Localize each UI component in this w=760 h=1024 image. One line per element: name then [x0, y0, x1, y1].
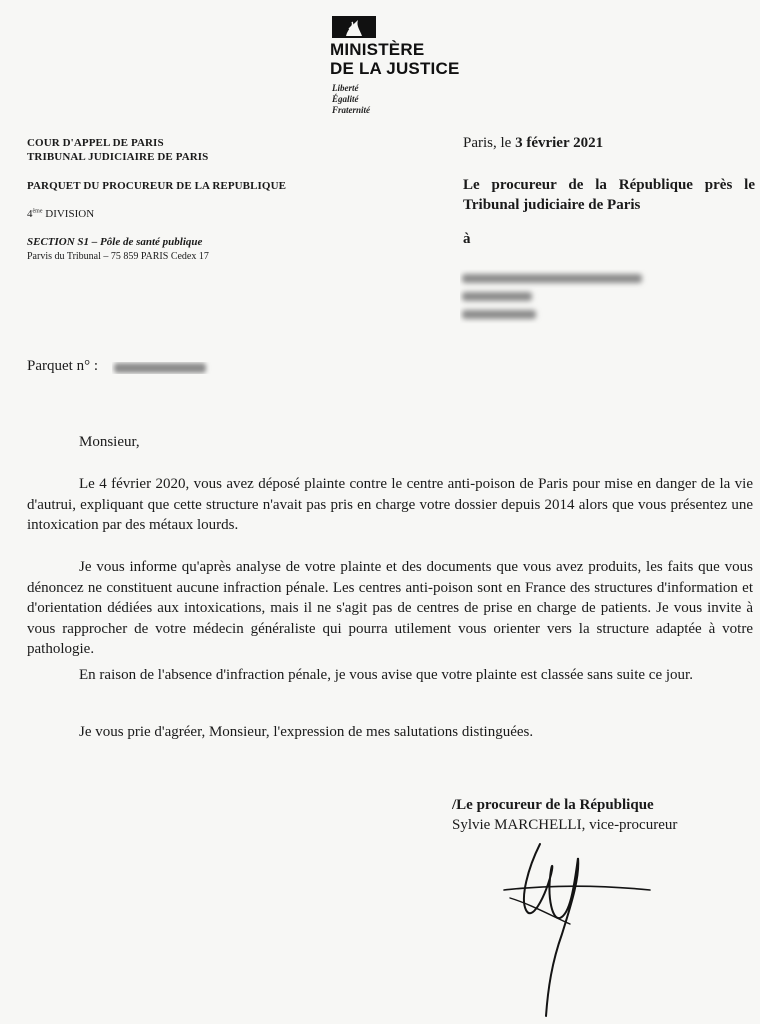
letter-date — [463, 135, 603, 152]
division-suffix: ème — [32, 208, 43, 215]
division-label: DIVISION — [45, 208, 95, 220]
parquet-label: Parquet n° : — [27, 358, 98, 374]
paragraph-complaint — [27, 474, 753, 536]
paragraph-closing — [27, 722, 753, 743]
handwritten-signature-icon — [500, 838, 670, 1018]
paragraph-text: Je vous prie d'agréer, Monsieur, l'expression de mes salutations distinguées. — [79, 724, 534, 740]
ministry-line-1: MINISTÈRE — [330, 40, 425, 59]
paragraph-decision — [27, 665, 753, 686]
salutation-text: Monsieur, — [79, 434, 140, 450]
redaction-blur-icon — [460, 268, 650, 324]
motto-fraternite: Fraternité — [332, 105, 371, 115]
signatory-title: /Le procureur de la République — [452, 797, 654, 813]
marianne-emblem-icon — [332, 16, 376, 38]
ministry-wordmark — [330, 40, 460, 78]
parquet-office: PARQUET DU PROCUREUR DE LA REPUBLIQUE — [27, 180, 287, 192]
division-line — [27, 208, 94, 220]
date-value: 3 février 2021 — [515, 135, 604, 151]
signatory-name: Sylvie MARCHELLI, vice-procureur — [452, 817, 678, 833]
recipient-to: à — [463, 231, 471, 247]
redacted-recipient-address — [460, 268, 650, 329]
paragraph-text: Je vous informe qu'après analyse de votre plainte et des documents que vous avez produits, les faits que vous dénoncez ne constituent aucune infraction pénale. Les centres anti-poison sont en France des structures d'information et d'orientation dédiées aux intoxications, mais il ne s'agit pas de centres de prise en charge de patients. Je vous invite à vous rapprocher de votre médecin généraliste qui pourra utilement vous orienter vers la structure adaptée à votre pathologie. — [27, 559, 753, 657]
republic-motto — [332, 83, 370, 116]
date-prefix: Paris, le — [463, 135, 516, 151]
sender-title: Le procureur de la République près le Tribunal judiciaire de Paris — [463, 177, 755, 213]
division-number: 4 — [27, 208, 33, 220]
ministry-line-2: DE LA JUSTICE — [330, 59, 460, 78]
motto-egalite: Égalité — [332, 94, 359, 104]
court-name: COUR D'APPEL DE PARIS — [27, 137, 164, 149]
section-line: SECTION S1 – Pôle de santé publique — [27, 236, 203, 248]
salutation — [27, 432, 753, 453]
motto-liberte: Liberté — [332, 83, 359, 93]
ministry-logo — [328, 16, 458, 124]
paragraph-text: En raison de l'absence d'infraction pénale, je vous avise que votre plainte est classée sans suite ce jour. — [79, 667, 693, 683]
redacted-parquet-number — [112, 358, 212, 383]
court-address: Parvis du Tribunal – 75 859 PARIS Cedex 17 — [27, 251, 209, 262]
redaction-blur-icon — [112, 358, 212, 378]
tribunal-name: TRIBUNAL JUDICIAIRE DE PARIS — [27, 151, 209, 163]
paragraph-text: Le 4 février 2020, vous avez déposé plainte contre le centre anti-poison de Paris pour mise en danger de la vie d'autrui, expliquant que cette structure n'avait pas pris en charge votre dossier depuis 2014 alors que vous présentez une intoxication par des métaux lourds. — [27, 476, 753, 533]
paragraph-analysis — [27, 557, 753, 660]
